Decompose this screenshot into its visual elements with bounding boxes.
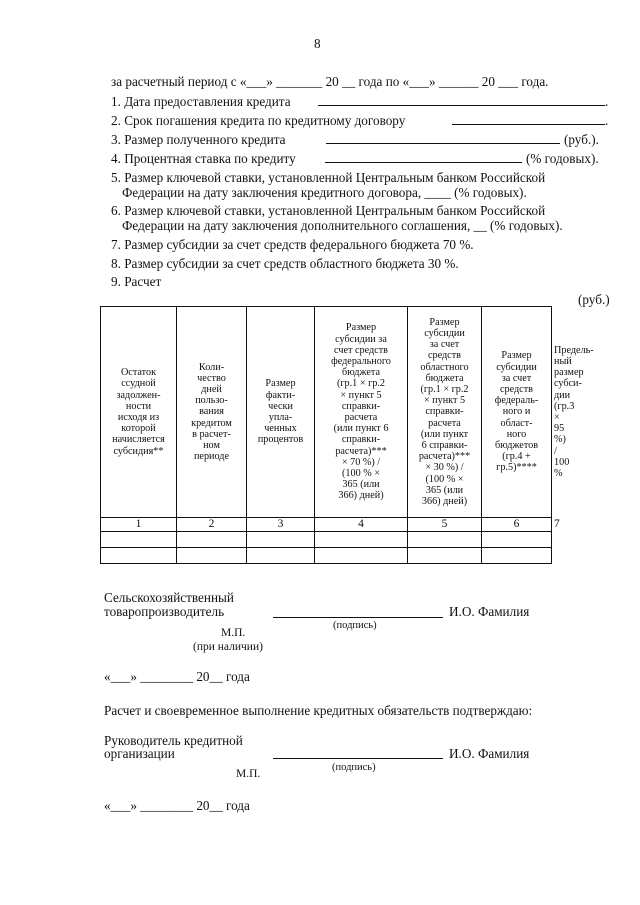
table-row bbox=[101, 532, 552, 548]
item-4-tail: (% годовых). bbox=[526, 151, 599, 166]
sign1-signature-line bbox=[273, 617, 443, 618]
calculation-table bbox=[100, 306, 594, 564]
item-4 bbox=[111, 151, 296, 166]
item-4-label: 4. Процентная ставка по кредиту bbox=[111, 151, 296, 166]
sign1-stamp-note: (при наличии) bbox=[193, 641, 263, 653]
item-3-tail: (руб.). bbox=[564, 132, 599, 147]
item-3 bbox=[111, 132, 286, 147]
sign1-role-line1: Сельскохозяйственный bbox=[104, 590, 234, 605]
table-number-row: 1 2 3 4 5 6 7 bbox=[101, 518, 552, 532]
col-number-3: 3 bbox=[247, 518, 315, 532]
item-4-fill-line bbox=[325, 162, 522, 163]
item-2-fill-line bbox=[452, 124, 605, 125]
sign2-name: И.О. Фамилия bbox=[449, 746, 530, 761]
header-col-1: Остаток ссудной задолжен- ности исходя из которой начисляется субсидия** bbox=[101, 307, 177, 518]
sign2-date: «___» ________ 20__ года bbox=[104, 798, 250, 813]
page-number: 8 bbox=[314, 36, 321, 51]
sign2-role-line1: Руководитель кредитной bbox=[104, 733, 243, 748]
sign2-signature-line bbox=[273, 758, 443, 759]
table-row bbox=[101, 548, 552, 564]
item-6-line1: 6. Размер ключевой ставки, установленной Центральным банком Российской bbox=[111, 203, 546, 218]
item-5-line1: 5. Размер ключевой ставки, установленной Центральным банком Российской bbox=[111, 170, 546, 185]
header-col-2: Коли- чество дней пользо- вания кредитом в расчет- ном периоде bbox=[177, 307, 247, 518]
header-col-5: Размер субсидии за счет средств областного бюджета (гр.1 × гр.2 × пункт 5 справки- расчета (или пункт 6 справки- расчета)*** × 30 %) / (100 % × 365 (или 366) дней) bbox=[408, 307, 482, 518]
sign1-signature-caption: (подпись) bbox=[333, 620, 377, 631]
sign1-role-line2: товаропроизводитель bbox=[104, 604, 225, 619]
sign1-name: И.О. Фамилия bbox=[449, 604, 530, 619]
item-1-label: 1. Дата предоставления кредита bbox=[111, 94, 291, 109]
header-col-6: Размер субсидии за счет средств федераль- ного и област- ного бюджетов (гр.4 + гр.5)**** bbox=[482, 307, 552, 518]
sign2-stamp: М.П. bbox=[236, 768, 261, 780]
header-col-3: Размер факти- чески упла- ченных процентов bbox=[247, 307, 315, 518]
header-col-4: Размер субсидии за счет средств федерального бюджета (гр.1 × гр.2 × пункт 5 справки- расчета (или пункт 6 справки- расчета)*** × 70 %) / (100 % × 365 (или 366) дней) bbox=[315, 307, 408, 518]
period-line: за расчетный период с «___» _______ 20 __ года по «___» ______ 20 ___ года. bbox=[111, 74, 549, 89]
item-7: 7. Размер субсидии за счет средств федерального бюджета 70 %. bbox=[111, 237, 474, 252]
item-1-tail: . bbox=[605, 94, 609, 109]
sign1-date: «___» ________ 20__ года bbox=[104, 669, 250, 684]
item-1 bbox=[111, 94, 291, 109]
item-8: 8. Размер субсидии за счет средств областного бюджета 30 %. bbox=[111, 256, 459, 271]
item-2-label: 2. Срок погашения кредита по кредитному договору bbox=[111, 113, 406, 128]
confirm-text: Расчет и своевременное выполнение кредитных обязательств подтверждаю: bbox=[104, 703, 533, 718]
item-2 bbox=[111, 113, 405, 128]
sign2-signature-caption: (подпись) bbox=[332, 762, 376, 773]
col-number-2: 2 bbox=[177, 518, 247, 532]
col-number-1: 1 bbox=[101, 518, 177, 532]
item-3-label: 3. Размер полученного кредита bbox=[111, 132, 286, 147]
item-6-line2: Федерации на дату заключения дополнительного соглашения, __ (% годовых). bbox=[122, 218, 563, 233]
item-5-line2: Федерации на дату заключения кредитного договора, ____ (% годовых). bbox=[122, 185, 527, 200]
item-9: 9. Расчет bbox=[111, 274, 162, 289]
item-3-fill-line bbox=[326, 143, 560, 144]
item-2-tail: . bbox=[605, 113, 609, 128]
col-number-4: 4 bbox=[315, 518, 408, 532]
sign2-role-line2: организации bbox=[104, 746, 175, 761]
col-number-5: 5 bbox=[408, 518, 482, 532]
col-number-6: 6 bbox=[482, 518, 552, 532]
table-header-row: Остаток ссудной задолжен- ности исходя из которой начисляется субсидия** Коли- чество дней пользо- вания кредитом в расчет- ном периоде Размер факти- чески упла- ченных процентов Размер субсидии за счет средств федерального бюджета (гр.1 × гр.2 × пункт 5 справки- расчета (или пункт 6 справки- расчета)*** × 70 %) / (100 % × 365 (или 366) дней) Размер субсидии за счет средств областного бюджета (гр.1 × гр.2 × пункт 5 справки- расчета (или пункт 6 справки- расчета)*** × 30 %) / (100 % × 365 (или 366) дней) Размер субсидии за счет средств федераль- ного и област- ного бюджетов (гр.4 + гр.5)**** Предель- ный размер субси- дии (гр.3 × 95 %) / 100 % bbox=[101, 307, 552, 518]
currency-note: (руб.) bbox=[578, 292, 610, 307]
item-1-fill-line bbox=[318, 105, 605, 106]
sign1-stamp: М.П. bbox=[221, 627, 246, 639]
